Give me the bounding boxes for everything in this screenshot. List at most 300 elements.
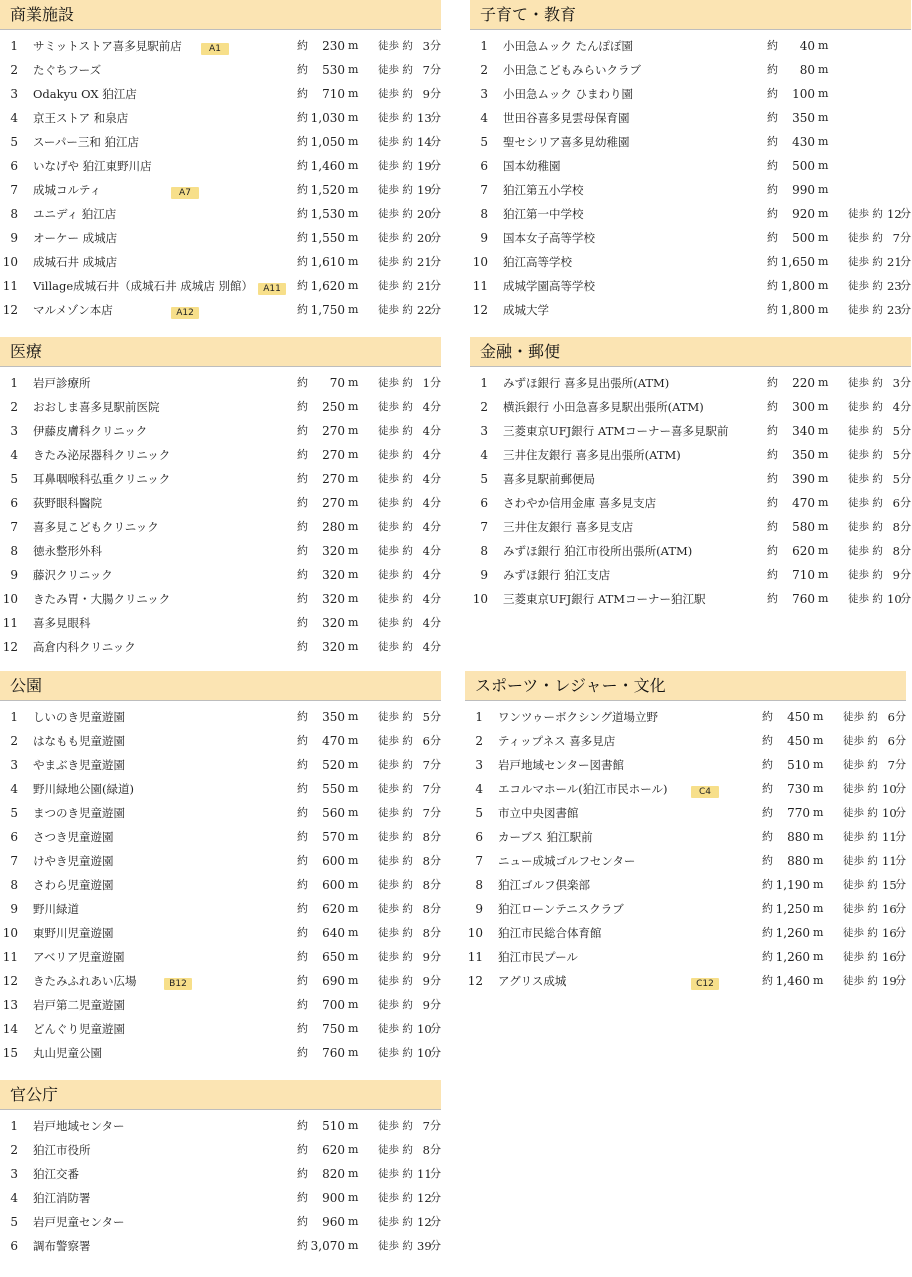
item-number: 3 bbox=[480, 424, 488, 438]
walk-minutes: 23 bbox=[887, 303, 902, 317]
walk-label: 徒歩 約 bbox=[378, 1240, 413, 1252]
distance-unit: m bbox=[348, 1119, 359, 1132]
distance-unit: m bbox=[818, 63, 829, 76]
item-number: 8 bbox=[10, 207, 18, 221]
item-distance: 550 bbox=[322, 782, 345, 796]
approx-label: 約 bbox=[297, 279, 308, 292]
approx-label: 約 bbox=[767, 496, 778, 509]
walk-label: 徒歩 約 bbox=[378, 711, 413, 723]
minute-unit: 分 bbox=[430, 111, 441, 124]
distance-unit: m bbox=[348, 592, 359, 605]
item-distance: 600 bbox=[322, 878, 345, 892]
item-number: 15 bbox=[2, 1046, 18, 1060]
approx-label: 約 bbox=[767, 135, 778, 148]
item-distance: 530 bbox=[322, 63, 345, 77]
item-number: 4 bbox=[10, 448, 18, 462]
item-name: 三菱東京UFJ銀行 ATMコーナー狛江駅 bbox=[503, 592, 706, 606]
item-number: 9 bbox=[10, 231, 18, 245]
walk-minutes: 7 bbox=[892, 231, 900, 245]
list-item bbox=[0, 1162, 441, 1186]
approx-label: 約 bbox=[297, 111, 308, 124]
distance-unit: m bbox=[348, 734, 359, 747]
list-item bbox=[0, 395, 441, 419]
distance-unit: m bbox=[348, 63, 359, 76]
list-item bbox=[0, 705, 441, 729]
walk-label: 徒歩 約 bbox=[378, 617, 413, 629]
walk-minutes: 10 bbox=[882, 782, 897, 796]
distance-unit: m bbox=[818, 303, 829, 316]
approx-label: 約 bbox=[297, 159, 308, 172]
item-name: 市立中央図書館 bbox=[498, 806, 579, 820]
item-number: 1 bbox=[480, 376, 488, 390]
minute-unit: 分 bbox=[430, 1167, 441, 1180]
item-distance: 650 bbox=[322, 950, 345, 964]
walk-label: 徒歩 約 bbox=[378, 521, 413, 533]
distance-unit: m bbox=[348, 878, 359, 891]
walk-label: 徒歩 約 bbox=[378, 831, 413, 843]
distance-unit: m bbox=[818, 39, 829, 52]
item-number: 6 bbox=[480, 159, 488, 173]
distance-unit: m bbox=[348, 207, 359, 220]
approx-label: 約 bbox=[767, 544, 778, 557]
list-item bbox=[0, 419, 441, 443]
list-item bbox=[470, 34, 911, 58]
list-item bbox=[0, 801, 441, 825]
item-number: 4 bbox=[475, 782, 483, 796]
item-distance: 750 bbox=[322, 1022, 345, 1036]
walk-minutes: 4 bbox=[422, 616, 430, 630]
approx-label: 約 bbox=[762, 902, 773, 915]
item-distance: 1,030 bbox=[310, 111, 345, 125]
list-item bbox=[470, 130, 911, 154]
list-item bbox=[465, 921, 906, 945]
walk-label: 徒歩 約 bbox=[848, 377, 883, 389]
distance-unit: m bbox=[348, 159, 359, 172]
walk-minutes: 8 bbox=[422, 830, 430, 844]
item-distance: 510 bbox=[787, 758, 810, 772]
item-number: 6 bbox=[10, 496, 18, 510]
walk-label: 徒歩 約 bbox=[843, 951, 878, 963]
item-distance: 320 bbox=[322, 568, 345, 582]
walk-label: 徒歩 約 bbox=[848, 593, 883, 605]
item-distance: 1,260 bbox=[775, 926, 810, 940]
item-distance: 700 bbox=[322, 998, 345, 1012]
map-tag: A1 bbox=[201, 43, 229, 55]
item-number: 1 bbox=[475, 710, 483, 724]
item-name: 耳鼻咽喉科弘重クリニック bbox=[33, 472, 171, 486]
item-distance: 220 bbox=[792, 376, 815, 390]
approx-label: 約 bbox=[767, 592, 778, 605]
walk-minutes: 22 bbox=[417, 303, 432, 317]
walk-label: 徒歩 約 bbox=[378, 473, 413, 485]
item-name: 東野川児童遊園 bbox=[33, 926, 114, 940]
item-name: 狛江交番 bbox=[33, 1167, 79, 1181]
approx-label: 約 bbox=[767, 39, 778, 52]
approx-label: 約 bbox=[297, 592, 308, 605]
walk-label: 徒歩 約 bbox=[378, 951, 413, 963]
item-number: 4 bbox=[10, 111, 18, 125]
walk-label: 徒歩 約 bbox=[848, 497, 883, 509]
list-item bbox=[470, 539, 911, 563]
walk-minutes: 20 bbox=[417, 207, 432, 221]
item-name: 横浜銀行 小田急喜多見駅出張所(ATM) bbox=[503, 400, 704, 414]
minute-unit: 分 bbox=[430, 616, 441, 629]
walk-label: 徒歩 約 bbox=[848, 545, 883, 557]
item-number: 7 bbox=[10, 854, 18, 868]
walk-label: 徒歩 約 bbox=[843, 927, 878, 939]
walk-label: 徒歩 約 bbox=[378, 999, 413, 1011]
item-number: 1 bbox=[10, 1119, 18, 1133]
item-number: 2 bbox=[480, 63, 488, 77]
approx-label: 約 bbox=[762, 758, 773, 771]
approx-label: 約 bbox=[767, 400, 778, 413]
item-number: 6 bbox=[475, 830, 483, 844]
minute-unit: 分 bbox=[430, 1143, 441, 1156]
approx-label: 約 bbox=[767, 520, 778, 533]
minute-unit: 分 bbox=[430, 279, 441, 292]
list-item bbox=[470, 298, 911, 322]
approx-label: 約 bbox=[297, 424, 308, 437]
minute-unit: 分 bbox=[430, 806, 441, 819]
list-item bbox=[470, 515, 911, 539]
item-number: 5 bbox=[10, 135, 18, 149]
approx-label: 約 bbox=[762, 806, 773, 819]
list-item bbox=[470, 274, 911, 298]
item-number: 1 bbox=[10, 710, 18, 724]
distance-unit: m bbox=[348, 1022, 359, 1035]
list-item bbox=[470, 443, 911, 467]
list-item bbox=[0, 539, 441, 563]
list-item bbox=[465, 705, 906, 729]
item-distance: 1,520 bbox=[310, 183, 345, 197]
walk-label: 徒歩 約 bbox=[848, 569, 883, 581]
walk-minutes: 7 bbox=[422, 758, 430, 772]
list-item bbox=[470, 587, 911, 611]
list-item bbox=[0, 202, 441, 226]
item-distance: 100 bbox=[792, 87, 815, 101]
list-item bbox=[0, 1186, 441, 1210]
item-number: 7 bbox=[480, 183, 488, 197]
item-number: 10 bbox=[472, 255, 488, 269]
item-distance: 1,750 bbox=[310, 303, 345, 317]
item-number: 11 bbox=[467, 950, 483, 964]
item-name: 三井住友銀行 喜多見出張所(ATM) bbox=[503, 448, 681, 462]
minute-unit: 分 bbox=[430, 135, 441, 148]
section-title: 子育て・教育 bbox=[470, 0, 911, 30]
list-item bbox=[465, 729, 906, 753]
minute-unit: 分 bbox=[430, 424, 441, 437]
item-name: しいのき児童遊園 bbox=[33, 710, 125, 724]
item-name: エコルマホール(狛江市民ホール) bbox=[498, 782, 668, 796]
item-name: 成城大学 bbox=[503, 303, 549, 317]
approx-label: 約 bbox=[762, 974, 773, 987]
item-name: アベリア児童遊園 bbox=[33, 950, 125, 964]
walk-label: 徒歩 約 bbox=[848, 208, 883, 220]
item-distance: 560 bbox=[322, 806, 345, 820]
approx-label: 約 bbox=[762, 734, 773, 747]
item-number: 3 bbox=[10, 1167, 18, 1181]
item-number: 4 bbox=[10, 782, 18, 796]
distance-unit: m bbox=[348, 854, 359, 867]
item-name: 聖セシリア喜多見幼稚園 bbox=[503, 135, 630, 149]
item-name: カーブス 狛江駅前 bbox=[498, 830, 593, 844]
item-name: 成城石井 成城店 bbox=[33, 255, 118, 269]
item-number: 9 bbox=[10, 902, 18, 916]
walk-label: 徒歩 約 bbox=[378, 1216, 413, 1228]
approx-label: 約 bbox=[762, 782, 773, 795]
minute-unit: 分 bbox=[900, 207, 911, 220]
item-number: 2 bbox=[480, 400, 488, 414]
list-item bbox=[0, 897, 441, 921]
item-number: 3 bbox=[10, 758, 18, 772]
walk-minutes: 5 bbox=[892, 448, 900, 462]
list-item bbox=[465, 969, 906, 993]
list-item bbox=[0, 130, 441, 154]
list-item bbox=[0, 969, 441, 993]
item-distance: 710 bbox=[322, 87, 345, 101]
walk-label: 徒歩 約 bbox=[378, 569, 413, 581]
minute-unit: 分 bbox=[895, 854, 906, 867]
walk-label: 徒歩 約 bbox=[378, 783, 413, 795]
list-item bbox=[0, 154, 441, 178]
item-number: 7 bbox=[480, 520, 488, 534]
item-distance: 80 bbox=[799, 63, 815, 77]
walk-label: 徒歩 約 bbox=[378, 879, 413, 891]
list-item bbox=[0, 777, 441, 801]
item-distance: 390 bbox=[792, 472, 815, 486]
approx-label: 約 bbox=[297, 400, 308, 413]
distance-unit: m bbox=[818, 496, 829, 509]
section-title: 公園 bbox=[0, 671, 441, 701]
walk-minutes: 13 bbox=[417, 111, 432, 125]
item-distance: 1,250 bbox=[775, 902, 810, 916]
list-item bbox=[0, 563, 441, 587]
list-item bbox=[465, 945, 906, 969]
item-name: 狛江ローンテニスクラブ bbox=[498, 902, 624, 916]
item-name: Odakyu OX 狛江店 bbox=[33, 87, 137, 101]
distance-unit: m bbox=[818, 135, 829, 148]
section-medical bbox=[0, 337, 441, 654]
walk-label: 徒歩 約 bbox=[378, 807, 413, 819]
walk-minutes: 20 bbox=[417, 231, 432, 245]
walk-minutes: 21 bbox=[417, 255, 432, 269]
approx-label: 約 bbox=[297, 854, 308, 867]
item-number: 9 bbox=[480, 568, 488, 582]
map-tag: A12 bbox=[171, 307, 199, 319]
minute-unit: 分 bbox=[430, 926, 441, 939]
approx-label: 約 bbox=[297, 376, 308, 389]
list-item bbox=[0, 106, 441, 130]
item-name: どんぐり児童遊園 bbox=[33, 1022, 125, 1036]
minute-unit: 分 bbox=[430, 207, 441, 220]
item-name: みずほ銀行 狛江支店 bbox=[503, 568, 611, 582]
distance-unit: m bbox=[348, 424, 359, 437]
distance-unit: m bbox=[348, 1239, 359, 1252]
item-number: 12 bbox=[2, 303, 18, 317]
item-distance: 520 bbox=[322, 758, 345, 772]
list-item bbox=[0, 82, 441, 106]
minute-unit: 分 bbox=[895, 926, 906, 939]
walk-label: 徒歩 約 bbox=[848, 449, 883, 461]
minute-unit: 分 bbox=[430, 1215, 441, 1228]
approx-label: 約 bbox=[297, 568, 308, 581]
walk-minutes: 7 bbox=[422, 63, 430, 77]
distance-unit: m bbox=[348, 87, 359, 100]
minute-unit: 分 bbox=[430, 830, 441, 843]
approx-label: 約 bbox=[297, 544, 308, 557]
approx-label: 約 bbox=[297, 710, 308, 723]
approx-label: 約 bbox=[297, 135, 308, 148]
approx-label: 約 bbox=[297, 998, 308, 1011]
distance-unit: m bbox=[813, 974, 824, 987]
item-distance: 760 bbox=[322, 1046, 345, 1060]
approx-label: 約 bbox=[297, 782, 308, 795]
distance-unit: m bbox=[348, 496, 359, 509]
distance-unit: m bbox=[348, 1191, 359, 1204]
walk-label: 徒歩 約 bbox=[848, 425, 883, 437]
distance-unit: m bbox=[348, 616, 359, 629]
item-distance: 230 bbox=[322, 39, 345, 53]
walk-minutes: 10 bbox=[882, 806, 897, 820]
minute-unit: 分 bbox=[900, 424, 911, 437]
walk-minutes: 11 bbox=[417, 1167, 432, 1181]
distance-unit: m bbox=[348, 39, 359, 52]
minute-unit: 分 bbox=[430, 159, 441, 172]
item-name: さつき児童遊園 bbox=[33, 830, 114, 844]
minute-unit: 分 bbox=[430, 255, 441, 268]
minute-unit: 分 bbox=[430, 520, 441, 533]
walk-minutes: 5 bbox=[892, 424, 900, 438]
list-item bbox=[0, 1234, 441, 1258]
item-number: 1 bbox=[10, 39, 18, 53]
distance-unit: m bbox=[348, 400, 359, 413]
item-number: 2 bbox=[10, 63, 18, 77]
approx-label: 約 bbox=[297, 496, 308, 509]
item-number: 10 bbox=[2, 926, 18, 940]
item-name: 岩戸地域センター bbox=[33, 1119, 125, 1133]
walk-label: 徒歩 約 bbox=[378, 1023, 413, 1035]
walk-label: 徒歩 約 bbox=[378, 1144, 413, 1156]
walk-label: 徒歩 約 bbox=[378, 208, 413, 220]
list-item bbox=[0, 34, 441, 58]
distance-unit: m bbox=[348, 758, 359, 771]
walk-minutes: 16 bbox=[882, 926, 897, 940]
walk-label: 徒歩 約 bbox=[378, 64, 413, 76]
item-name: 成城学園高等学校 bbox=[503, 279, 595, 293]
walk-minutes: 9 bbox=[422, 950, 430, 964]
approx-label: 約 bbox=[767, 424, 778, 437]
walk-minutes: 14 bbox=[417, 135, 432, 149]
distance-unit: m bbox=[818, 520, 829, 533]
minute-unit: 分 bbox=[430, 1239, 441, 1252]
minute-unit: 分 bbox=[430, 448, 441, 461]
distance-unit: m bbox=[348, 926, 359, 939]
walk-minutes: 4 bbox=[892, 400, 900, 414]
item-name: 狛江高等学校 bbox=[503, 255, 572, 269]
walk-minutes: 15 bbox=[882, 878, 897, 892]
list-item bbox=[470, 202, 911, 226]
item-number: 12 bbox=[467, 974, 483, 988]
item-distance: 320 bbox=[322, 640, 345, 654]
section-sports bbox=[465, 671, 906, 989]
walk-label: 徒歩 約 bbox=[848, 401, 883, 413]
item-number: 12 bbox=[2, 974, 18, 988]
walk-minutes: 4 bbox=[422, 424, 430, 438]
item-number: 8 bbox=[10, 878, 18, 892]
item-number: 6 bbox=[480, 496, 488, 510]
approx-label: 約 bbox=[767, 472, 778, 485]
item-name: たぐちフーズ bbox=[33, 63, 102, 77]
item-number: 8 bbox=[480, 544, 488, 558]
item-distance: 510 bbox=[322, 1119, 345, 1133]
item-name: 荻野眼科醫院 bbox=[33, 496, 102, 510]
approx-label: 約 bbox=[767, 279, 778, 292]
distance-unit: m bbox=[348, 568, 359, 581]
minute-unit: 分 bbox=[430, 782, 441, 795]
section-childcare bbox=[470, 0, 911, 317]
walk-minutes: 12 bbox=[887, 207, 902, 221]
minute-unit: 分 bbox=[900, 448, 911, 461]
item-number: 4 bbox=[480, 448, 488, 462]
minute-unit: 分 bbox=[900, 568, 911, 581]
walk-label: 徒歩 約 bbox=[843, 759, 878, 771]
list-item bbox=[465, 777, 906, 801]
distance-unit: m bbox=[813, 950, 824, 963]
distance-unit: m bbox=[813, 782, 824, 795]
item-distance: 500 bbox=[792, 231, 815, 245]
distance-unit: m bbox=[813, 878, 824, 891]
item-distance: 880 bbox=[787, 854, 810, 868]
approx-label: 約 bbox=[767, 183, 778, 196]
map-tag: A11 bbox=[258, 283, 286, 295]
list-item bbox=[0, 587, 441, 611]
minute-unit: 分 bbox=[900, 592, 911, 605]
item-distance: 900 bbox=[322, 1191, 345, 1205]
distance-unit: m bbox=[348, 950, 359, 963]
minute-unit: 分 bbox=[895, 782, 906, 795]
walk-minutes: 19 bbox=[417, 159, 432, 173]
walk-minutes: 8 bbox=[892, 520, 900, 534]
section-government bbox=[0, 1080, 441, 1253]
distance-unit: m bbox=[813, 734, 824, 747]
walk-label: 徒歩 約 bbox=[843, 711, 878, 723]
approx-label: 約 bbox=[767, 111, 778, 124]
item-name: 野川緑地公園(緑道) bbox=[33, 782, 134, 796]
minute-unit: 分 bbox=[895, 830, 906, 843]
distance-unit: m bbox=[818, 279, 829, 292]
distance-unit: m bbox=[348, 902, 359, 915]
approx-label: 約 bbox=[297, 231, 308, 244]
list-item bbox=[0, 753, 441, 777]
item-distance: 600 bbox=[322, 854, 345, 868]
approx-label: 約 bbox=[297, 616, 308, 629]
distance-unit: m bbox=[813, 830, 824, 843]
item-distance: 1,460 bbox=[775, 974, 810, 988]
walk-label: 徒歩 約 bbox=[848, 521, 883, 533]
list-item bbox=[0, 226, 441, 250]
walk-minutes: 6 bbox=[422, 734, 430, 748]
walk-minutes: 39 bbox=[417, 1239, 432, 1253]
list-item bbox=[0, 611, 441, 635]
minute-unit: 分 bbox=[900, 472, 911, 485]
distance-unit: m bbox=[818, 568, 829, 581]
list-item bbox=[470, 419, 911, 443]
list-item bbox=[465, 897, 906, 921]
approx-label: 約 bbox=[297, 303, 308, 316]
distance-unit: m bbox=[813, 806, 824, 819]
distance-unit: m bbox=[818, 231, 829, 244]
item-name: いなげや 狛江東野川店 bbox=[33, 159, 152, 173]
